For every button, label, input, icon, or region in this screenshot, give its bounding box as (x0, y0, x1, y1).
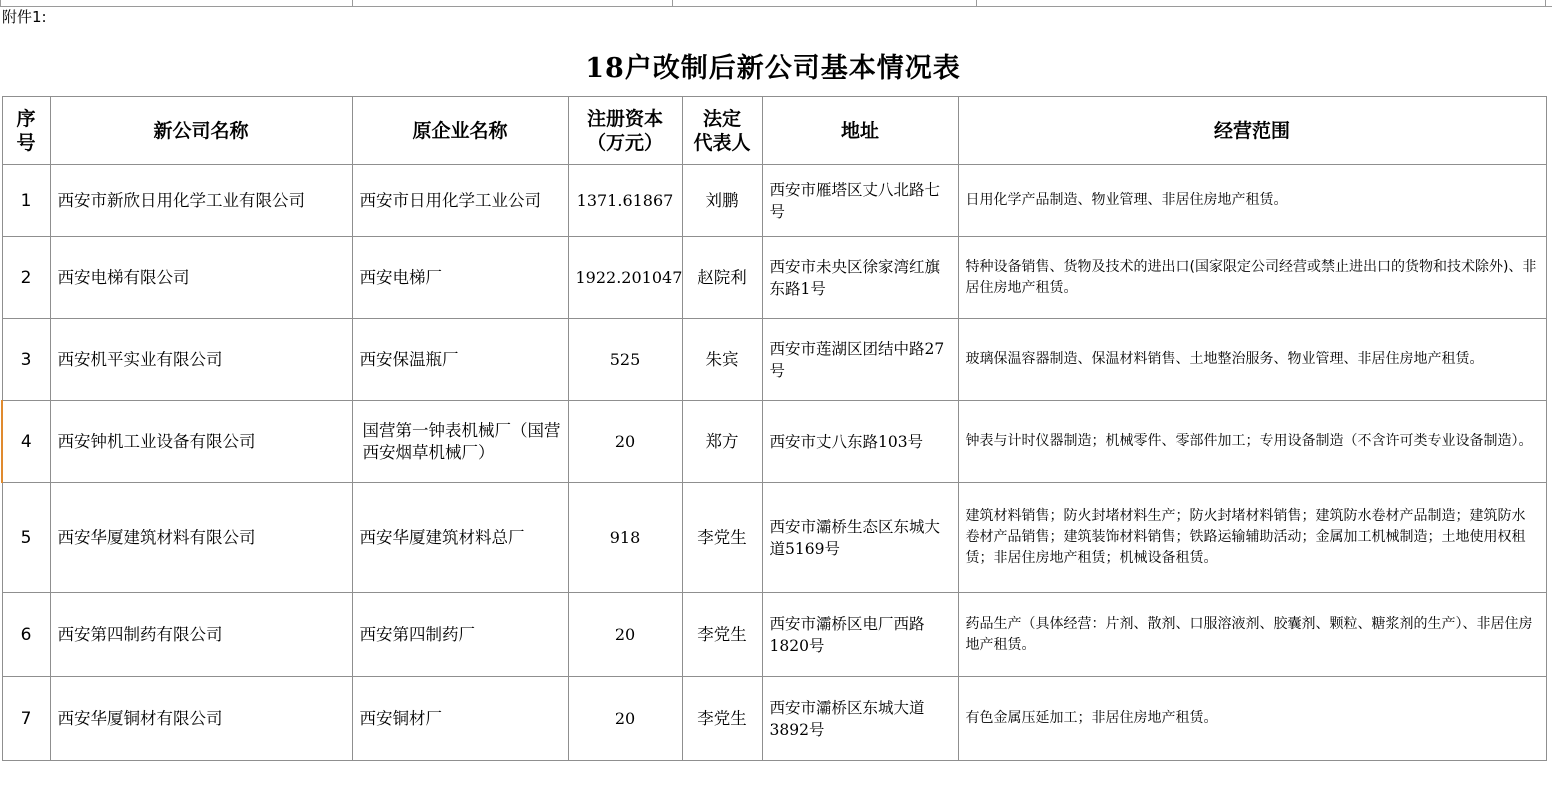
cell-scope: 药品生产（具体经营：片剂、散剂、口服溶液剂、胶囊剂、颗粒、糖浆剂的生产）、非居住房地产租赁。 (958, 593, 1546, 677)
cell-scope: 日用化学产品制造、物业管理、非居住房地产租赁。 (958, 165, 1546, 237)
grid-hline (0, 6, 1552, 7)
cell-capital: 918 (568, 483, 682, 593)
cell-old-name: 西安华厦建筑材料总厂 (352, 483, 568, 593)
cell-address: 西安市灞桥区东城大道3892号 (762, 677, 958, 761)
grid-vline (352, 0, 353, 7)
cell-index: 2 (2, 237, 50, 319)
header-legal-rep-line2: 代表人 (693, 131, 751, 154)
cell-address: 西安市灞桥生态区东城大道5169号 (762, 483, 958, 593)
cell-old-name: 西安第四制药厂 (352, 593, 568, 677)
cell-address: 西安市未央区徐家湾红旗东路1号 (762, 237, 958, 319)
cell-new-name: 西安华厦建筑材料有限公司 (50, 483, 352, 593)
companies-table (1, 96, 1547, 761)
header-scope: 经营范围 (958, 97, 1546, 165)
header-capital-line2: （万元） (586, 131, 663, 154)
header-capital-line1: 注册资本 (586, 107, 663, 130)
cell-index: 7 (2, 677, 50, 761)
grid-vline (976, 0, 977, 7)
cell-old-name: 西安电梯厂 (352, 237, 568, 319)
cell-address: 西安市灞桥区电厂西路1820号 (762, 593, 958, 677)
cell-scope: 特种设备销售、货物及技术的进出口(国家限定公司经营或禁止进出口的货物和技术除外)、非居住房地产租赁。 (958, 237, 1546, 319)
cell-new-name: 西安钟机工业设备有限公司 (50, 401, 352, 483)
table-row[interactable] (2, 593, 1546, 677)
table-row[interactable] (2, 319, 1546, 401)
page-title: 18户改制后新公司基本情况表 (585, 53, 961, 84)
cell-legal-rep: 李党生 (682, 677, 762, 761)
cell-legal-rep: 李党生 (682, 483, 762, 593)
cell-legal-rep: 李党生 (682, 593, 762, 677)
cell-capital: 20 (568, 677, 682, 761)
cell-old-name: 西安保温瓶厂 (352, 319, 568, 401)
grid-vline (0, 0, 1, 7)
header-capital (568, 97, 682, 165)
cell-legal-rep: 刘鹏 (682, 165, 762, 237)
cell-new-name: 西安第四制药有限公司 (50, 593, 352, 677)
cell-address: 西安市莲湖区团结中路27号 (762, 319, 958, 401)
cell-address: 西安市丈八东路103号 (762, 401, 958, 483)
spreadsheet-grid-fragment (0, 0, 1552, 7)
cell-new-name: 西安市新欣日用化学工业有限公司 (50, 165, 352, 237)
table-row[interactable] (2, 483, 1546, 593)
table-row[interactable] (2, 401, 1546, 483)
header-legal-rep-line1: 法定 (702, 107, 741, 130)
cell-scope: 有色金属压延加工；非居住房地产租赁。 (958, 677, 1546, 761)
cell-address: 西安市雁塔区丈八北路七号 (762, 165, 958, 237)
grid-vline (1545, 0, 1546, 7)
cell-index: 1 (2, 165, 50, 237)
cell-capital: 525 (568, 319, 682, 401)
header-legal-rep (682, 97, 762, 165)
cell-legal-rep: 赵院利 (682, 237, 762, 319)
cell-index: 5 (2, 483, 50, 593)
cell-old-name: 西安铜材厂 (352, 677, 568, 761)
cell-scope: 建筑材料销售；防火封堵材料生产；防火封堵材料销售；建筑防水卷材产品制造；建筑防水卷材产品销售；建筑装饰材料销售；铁路运输辅助活动；金属加工机械制造；土地使用权租赁；非居住房地产租赁；机械设备租赁。 (958, 483, 1546, 593)
grid-vline (672, 0, 673, 7)
table-row[interactable] (2, 237, 1546, 319)
table-header (2, 97, 1546, 165)
cell-new-name: 西安华厦铜材有限公司 (50, 677, 352, 761)
cell-index: 6 (2, 593, 50, 677)
table-row[interactable] (2, 165, 1546, 237)
cell-capital: 1371.61867 (568, 165, 682, 237)
cell-new-name: 西安电梯有限公司 (50, 237, 352, 319)
header-new-name: 新公司名称 (50, 97, 352, 165)
cell-index: 4 (2, 401, 50, 483)
cell-old-name: 西安市日用化学工业公司 (352, 165, 568, 237)
cell-capital: 1922.201047 (568, 237, 682, 319)
header-row (2, 97, 1546, 165)
cell-capital: 20 (568, 593, 682, 677)
cell-legal-rep: 郑方 (682, 401, 762, 483)
cell-new-name: 西安机平实业有限公司 (50, 319, 352, 401)
header-index: 序号 (2, 97, 50, 165)
attachment-label: 附件1: (2, 8, 47, 26)
header-old-name: 原企业名称 (352, 97, 568, 165)
cell-capital: 20 (568, 401, 682, 483)
cell-scope: 钟表与计时仪器制造；机械零件、零部件加工；专用设备制造（不含许可类专业设备制造）。 (958, 401, 1546, 483)
header-address: 地址 (762, 97, 958, 165)
cell-index: 3 (2, 319, 50, 401)
table-row[interactable] (2, 677, 1546, 761)
cell-legal-rep: 朱宾 (682, 319, 762, 401)
cell-scope: 玻璃保温容器制造、保温材料销售、土地整治服务、物业管理、非居住房地产租赁。 (958, 319, 1546, 401)
cell-old-name: 国营第一钟表机械厂（国营西安烟草机械厂） (352, 401, 568, 483)
table-body (2, 165, 1546, 761)
